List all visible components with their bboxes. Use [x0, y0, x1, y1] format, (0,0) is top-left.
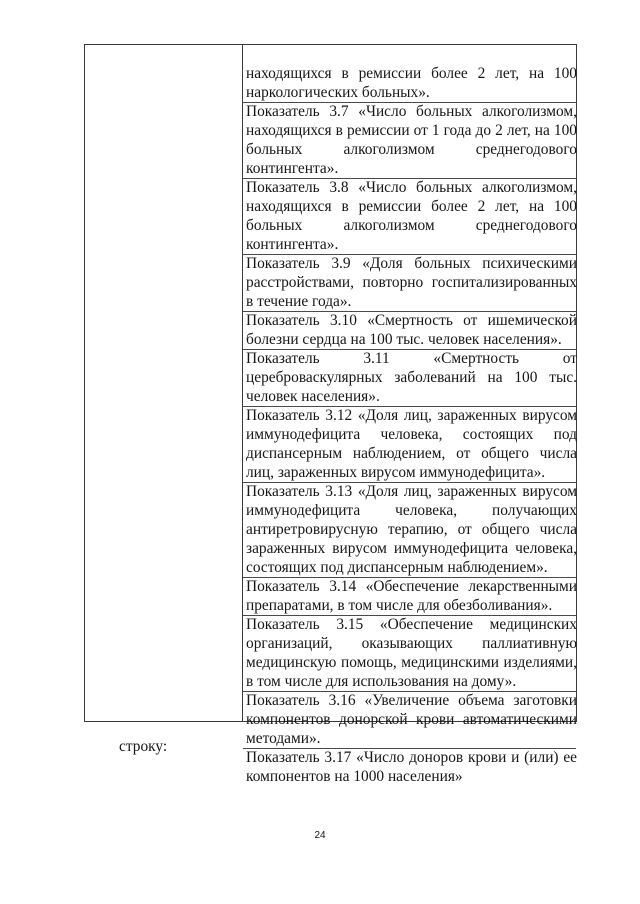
table-line: медицинскую помощь, медицинскими изделиями, [246, 654, 577, 671]
table-line: находящихся в ремиссии от 1 года до 2 лет, на 100 [246, 122, 577, 139]
table-line: Показатель 3.14 «Обеспечение лекарственными [246, 578, 577, 595]
table-line: препаратами, в том числе для обезболивания». [246, 597, 553, 614]
table-line: Показатель 3.9 «Доля больных психическими [246, 255, 577, 272]
table-line: иммунодефицита человека, состоящих под [246, 426, 577, 443]
table-line: зараженных вирусом иммунодефицита человека, [246, 540, 577, 557]
table-line: Показатель 3.15 «Обеспечение медицинских [246, 616, 577, 633]
table-line: больных алкоголизмом среднегодового [246, 217, 577, 234]
table-line: Показатель 3.8 «Число больных алкоголизмом, [246, 179, 577, 196]
table-line: больных алкоголизмом среднегодового [246, 141, 577, 158]
table-line: наркологических больных». [246, 84, 430, 101]
table-line: иммунодефицита человека, получающих [246, 502, 577, 519]
table-line: антиретровирусную терапию, от общего числа [246, 521, 577, 538]
table-line: Показатель 3.10 «Смертность от ишемической [246, 312, 577, 329]
table-line: цереброваскулярных заболеваний на 100 тыс. [246, 369, 577, 386]
table-line: диспансерным наблюдением, от общего числа [246, 445, 577, 462]
table-line: расстройствами, повторно госпитализированных [246, 274, 577, 291]
table-line: находящихся в ремиссии более 2 лет, на 100 [246, 198, 577, 215]
table-line: находящихся в ремиссии более 2 лет, на 100 [246, 65, 577, 82]
table-line: Показатель 3.7 «Число больных алкоголизмом, [246, 103, 577, 120]
table-line: человек населения». [246, 388, 380, 405]
table-line: болезни сердца на 100 тыс. человек населения». [246, 331, 562, 348]
table-line: Показатель 3.12 «Доля лиц, зараженных вирусом [246, 407, 577, 424]
page-number: 24 [314, 830, 326, 841]
table-line: Показатель 3.11 «Смертность от [246, 350, 577, 367]
after-table-text: строку: [119, 738, 168, 755]
table-line: лиц, зараженных вирусом иммунодефицита». [246, 464, 546, 481]
table-line: компонентов на 1000 населения» [246, 768, 463, 785]
table-line: Показатель 3.13 «Доля лиц, зараженных вирусом [246, 483, 577, 500]
table-line: в течение года». [246, 293, 352, 310]
table-line: организаций, оказывающих паллиативную [246, 635, 577, 652]
table-line: контингента». [246, 160, 339, 177]
table-line: компонентов донорской крови автоматическими [246, 711, 577, 728]
table-line: Показатель 3.17 «Число доноров крови и (или) ее [246, 749, 577, 766]
table-left-cell [85, 45, 242, 721]
table-line: в том числе для использования на дому». [246, 673, 517, 690]
table-line: Показатель 3.16 «Увеличение объема заготовки [246, 692, 577, 709]
table-line: состоящих под диспансерным наблюдением». [246, 559, 548, 576]
table-right-cell [243, 45, 577, 785]
table-line: контингента». [246, 236, 339, 253]
table-line: методами». [246, 730, 321, 747]
